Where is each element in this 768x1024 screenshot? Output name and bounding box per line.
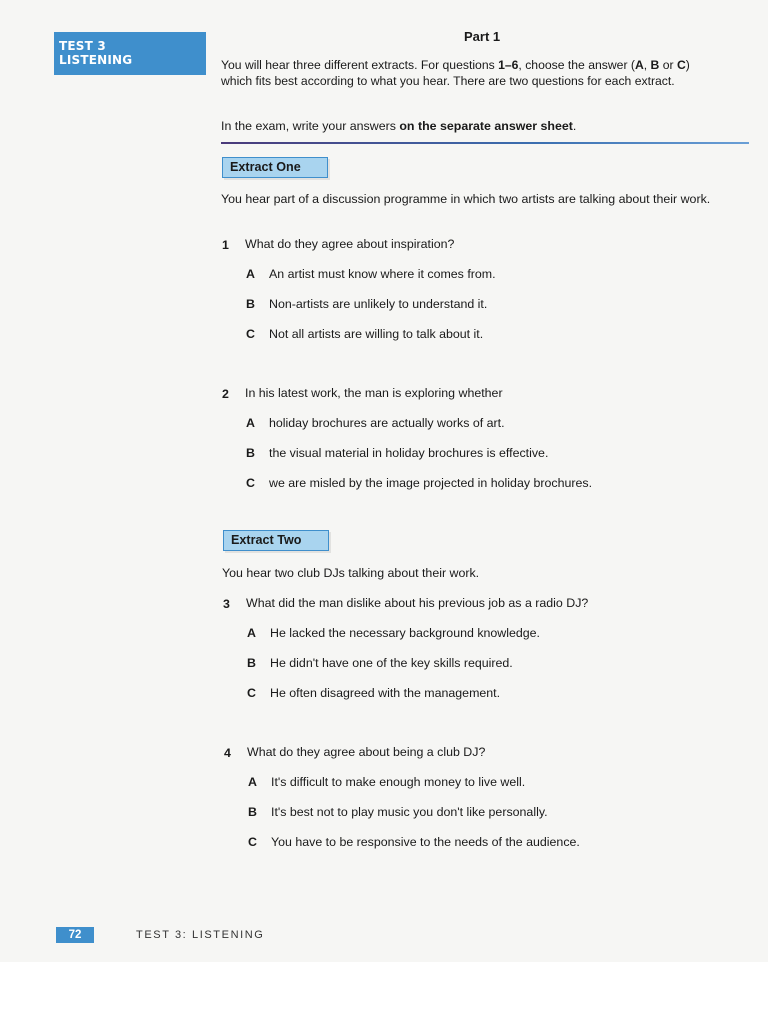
extract-two-intro: You hear two club DJs talking about their work.: [222, 566, 480, 580]
question-number: 2: [222, 387, 229, 401]
page-number: 72: [56, 927, 94, 943]
running-title: TEST 3: LISTENING: [136, 929, 265, 941]
tab-line-listening: LISTENING: [59, 53, 133, 67]
question-number: 3: [223, 597, 230, 611]
option-text: Not all artists are willing to talk about it.: [269, 327, 484, 341]
question-number: 1: [222, 238, 229, 252]
option-text: An artist must know where it comes from.: [269, 267, 496, 281]
option-text: we are misled by the image projected in holiday brochures.: [269, 476, 593, 490]
divider-rule: [221, 142, 749, 144]
option-letter: A: [247, 626, 256, 640]
extract-one-heading: Extract One: [222, 157, 328, 178]
option-letter: B: [246, 297, 255, 311]
option-letter: C: [246, 476, 255, 490]
option-text: Non-artists are unlikely to understand it.: [269, 297, 488, 311]
instructions: You will hear three different extracts. For questions 1–6, choose the answer (A, B or C) which fits best according to what you hear. There are two questions for each extract.: [221, 58, 690, 88]
option-text: He didn't have one of the key skills required.: [270, 656, 513, 670]
question-text: What did the man dislike about his previous job as a radio DJ?: [246, 596, 589, 610]
question-number: 4: [224, 746, 231, 760]
option-text: He often disagreed with the management.: [270, 686, 501, 700]
option-letter: B: [248, 805, 257, 819]
extract-two-heading: Extract Two: [223, 530, 329, 551]
option-letter: B: [247, 656, 256, 670]
option-text: It's difficult to make enough money to live well.: [271, 775, 526, 789]
tab-line-test: TEST 3: [59, 39, 106, 53]
option-text: the visual material in holiday brochures is effective.: [269, 446, 549, 460]
question-text: What do they agree about inspiration?: [245, 237, 455, 251]
option-text: It's best not to play music you don't like personally.: [271, 805, 548, 819]
option-letter: A: [246, 267, 255, 281]
exam-note: In the exam, write your answers on the separate answer sheet.: [221, 119, 577, 133]
option-text: He lacked the necessary background knowledge.: [270, 626, 541, 640]
question-text: What do they agree about being a club DJ?: [247, 745, 486, 759]
part-title: Part 1: [464, 29, 501, 44]
option-letter: B: [246, 446, 255, 460]
option-text: holiday brochures are actually works of art.: [269, 416, 505, 430]
extract-one-intro: You hear part of a discussion programme in which two artists are talking about their work.: [221, 192, 711, 206]
option-letter: A: [248, 775, 257, 789]
section-tab: [54, 32, 206, 75]
option-text: You have to be responsive to the needs of the audience.: [271, 835, 580, 849]
question-text: In his latest work, the man is exploring whether: [245, 386, 503, 400]
option-letter: C: [248, 835, 257, 849]
option-letter: C: [247, 686, 256, 700]
option-letter: A: [246, 416, 255, 430]
option-letter: C: [246, 327, 255, 341]
